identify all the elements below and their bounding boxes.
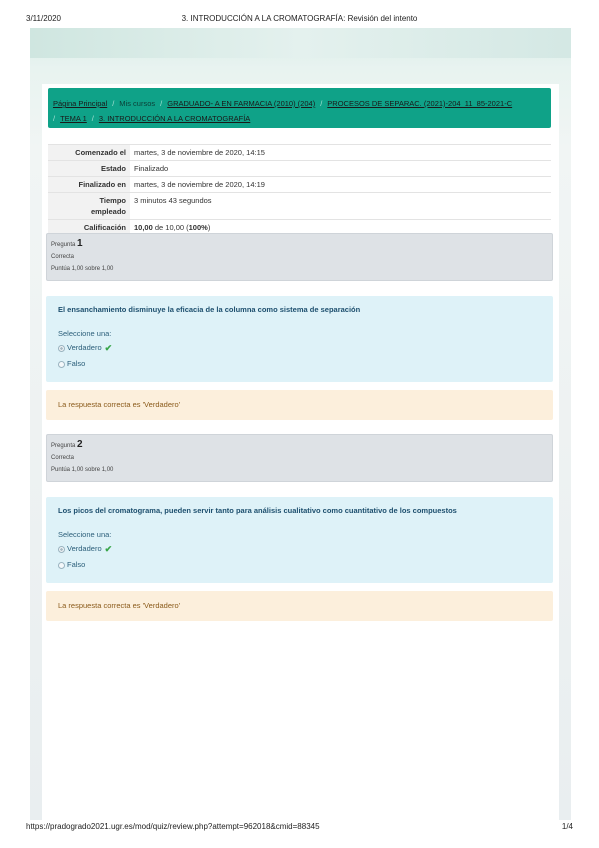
print-title: 3. INTRODUCCIÓN A LA CROMATOGRAFÍA: Revisión del intento	[181, 14, 418, 23]
question-text: Los picos del cromatograma, pueden servir tanto para análisis cualitativo como cuantitativo de los compuestos	[58, 506, 457, 515]
answer-option-false	[58, 358, 541, 370]
option-label-false: Falso	[67, 359, 86, 368]
state-value: Finalizado	[130, 161, 551, 177]
question-info-2	[46, 434, 553, 482]
grade-label: Calificación	[48, 220, 130, 236]
finished-label: Finalizado en	[48, 177, 130, 193]
option-label-true: Verdadero	[67, 343, 102, 352]
time-label	[48, 193, 130, 220]
breadcrumb-separator: /	[112, 99, 115, 108]
answer-prompt: Seleccione una:	[58, 329, 112, 338]
question-label: Pregunta	[51, 443, 76, 449]
answer-option-false	[58, 559, 541, 571]
answer-option-true	[58, 543, 541, 555]
answer-prompt: Seleccione una:	[58, 530, 112, 539]
answer-option-true	[58, 342, 541, 354]
check-icon: ✔	[104, 544, 113, 554]
time-label-line1: Tiempo	[99, 196, 126, 205]
option-label-false: Falso	[67, 560, 86, 569]
grade-score: 10,00	[134, 223, 153, 232]
radio-true-selected[interactable]	[58, 345, 65, 352]
radio-false[interactable]	[58, 562, 65, 569]
time-label-line2: empleado	[90, 207, 126, 216]
question-number: 2	[77, 439, 83, 450]
print-header	[0, 0, 599, 30]
question-label: Pregunta	[51, 242, 76, 248]
time-value: 3 minutos 43 segundos	[130, 193, 551, 220]
radio-true-selected[interactable]	[58, 546, 65, 553]
radio-false[interactable]	[58, 361, 65, 368]
breadcrumb-degree-link[interactable]: GRADUADO- A EN FARMACIA (2010) (204)	[167, 99, 316, 108]
question-feedback-2: La respuesta correcta es 'Verdadero'	[46, 591, 553, 621]
question-points: Puntúa 1,00 sobre 1,00	[51, 467, 114, 473]
question-content-2	[46, 497, 553, 583]
question-state: Correcta	[51, 254, 75, 260]
grade-end: )	[207, 223, 211, 232]
print-url: https://pradogrado2021.ugr.es/mod/quiz/review.php?attempt=962018&cmid=88345	[26, 822, 320, 831]
question-content-1	[46, 296, 553, 382]
breadcrumb-my-courses: Mis cursos	[119, 99, 156, 108]
breadcrumb-topic-link[interactable]: TEMA 1	[60, 114, 87, 123]
print-page-number: 1/4	[561, 822, 573, 831]
finished-value: martes, 3 de noviembre de 2020, 14:19	[130, 177, 551, 193]
question-state: Correcta	[51, 455, 75, 461]
breadcrumb	[48, 88, 551, 128]
question-number: 1	[77, 238, 83, 249]
summary-row-time	[48, 193, 551, 220]
breadcrumb-quiz-link[interactable]: 3. INTRODUCCIÓN A LA CROMATOGRAFÍA	[98, 114, 251, 123]
summary-row-finished	[48, 177, 551, 193]
print-date: 3/11/2020	[26, 14, 61, 23]
started-label: Comenzado el	[48, 145, 130, 161]
question-text: El ensanchamiento disminuye la eficacia de la columna como sistema de separación	[58, 305, 361, 314]
summary-row-state	[48, 161, 551, 177]
option-label-true: Verdadero	[67, 544, 102, 553]
grade-mid: de 10,00 (	[152, 223, 189, 232]
state-label: Estado	[48, 161, 130, 177]
summary-row-started	[48, 145, 551, 161]
question-info-1	[46, 233, 553, 281]
breadcrumb-separator: /	[160, 99, 163, 108]
top-banner	[30, 28, 571, 58]
attempt-summary-table	[48, 144, 551, 236]
breadcrumb-separator: /	[91, 114, 94, 123]
breadcrumb-separator: /	[53, 114, 56, 123]
started-value: martes, 3 de noviembre de 2020, 14:15	[130, 145, 551, 161]
grade-percent: 100%	[188, 223, 208, 232]
question-points: Puntúa 1,00 sobre 1,00	[51, 266, 114, 272]
breadcrumb-separator: /	[320, 99, 323, 108]
question-feedback-1: La respuesta correcta es 'Verdadero'	[46, 390, 553, 420]
breadcrumb-home-link[interactable]: Página Principal	[53, 99, 108, 108]
check-icon: ✔	[104, 343, 113, 353]
breadcrumb-course-link[interactable]: PROCESOS DE SEPARAC. (2021)-204_11_85-2021-C	[327, 99, 513, 108]
